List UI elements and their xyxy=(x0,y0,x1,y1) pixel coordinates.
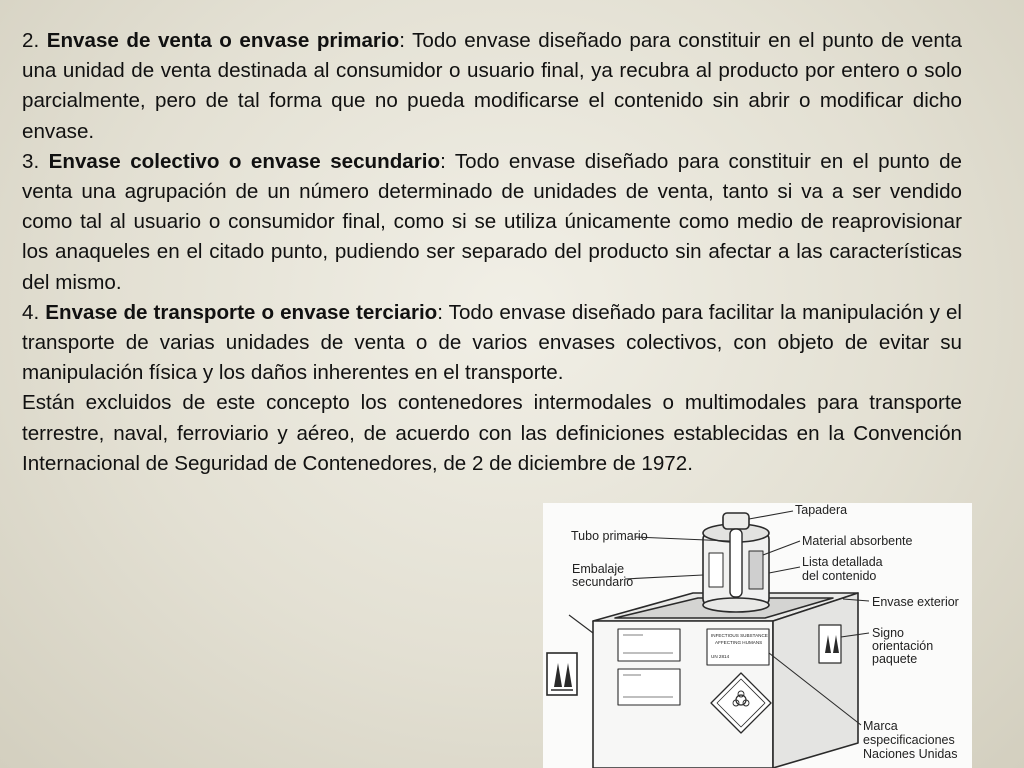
leader-tapadera xyxy=(749,511,793,519)
packaging-diagram xyxy=(543,503,972,768)
leader-embalaje xyxy=(625,575,703,579)
consignee-label xyxy=(618,669,680,705)
item-number: 3. xyxy=(22,149,40,173)
paragraph-exclusiones xyxy=(22,388,962,479)
paragraph-envase-primario xyxy=(22,26,962,147)
term-envase-primario: Envase de venta o envase primario xyxy=(46,29,400,52)
outer-box-side xyxy=(773,593,858,768)
term-envase-secundario: Envase colectivo o envase secundario xyxy=(48,149,441,173)
label-material-absorbente: Material absorbente xyxy=(802,534,913,548)
label-tubo-primario: Tubo primario xyxy=(571,529,648,543)
definition-envase-secundario: : Todo envase diseñado para constituir en el punto de venta una agrupación de un número determinado de unidades de venta, tanto si va a ser vendido como tal al usuario o consumidor final, como si se utiliza únicamente como medio de reaprovisionar los anaqueles en el citado punto, pudiendo ser separado del producto sin afectar a las características del mismo. xyxy=(22,149,962,294)
label-marca-line2: especificaciones xyxy=(863,733,955,747)
term-envase-terciario: Envase de transporte o envase terciario xyxy=(45,300,438,324)
paragraph-envase-secundario xyxy=(22,147,962,298)
label-envase-exterior: Envase exterior xyxy=(872,595,959,609)
definition-envase-primario: : Todo envase diseñado para constituir en el punto de venta una unidad de venta destinada al consumidor o usuario final, ya recubra al producto por entero o solo parcialmente, pero de tal forma que no pueda modificarse el contenido sin abrir o modificar dicho envase. xyxy=(22,29,962,143)
left-orientation-sign xyxy=(547,653,577,695)
label-embalaje-line1: Embalaje xyxy=(572,562,625,576)
label-signo-line2: orientación xyxy=(872,639,934,653)
label-marca-line1: Marca xyxy=(863,719,898,733)
label-lista-line1: Lista detallada xyxy=(802,555,883,569)
label-signo-line3: paquete xyxy=(872,652,918,666)
primary-tube xyxy=(730,529,742,597)
definition-envase-terciario: : Todo envase diseñado para facilitar la manipulación y el transporte de varias unidades de venta o de varios envases colectivos, con objeto de evitar su manipulación física y los daños inherentes en el transporte. xyxy=(22,300,962,385)
label-tapadera: Tapadera xyxy=(795,503,848,517)
slide-body-text xyxy=(22,26,962,479)
exclusion-text: Están excluidos de este concepto los contenedores intermodales o multimodales para transporte terrestre, naval, ferroviario y aéreo, de acuerdo con las definiciones establecidas en la Convención Internacional de Seguridad de Contenedores, de 2 de diciembre de 1972. xyxy=(22,391,962,475)
lid-handle xyxy=(723,513,749,529)
paragraph-envase-terciario xyxy=(22,298,962,389)
item-number: 4. xyxy=(22,300,40,324)
side-orientation-arrows xyxy=(819,625,841,663)
label-marca-line3: Naciones Unidas xyxy=(863,747,958,761)
absorbent-material xyxy=(749,551,763,589)
label-lista-line2: del contenido xyxy=(802,569,877,583)
leader-left-corner xyxy=(569,615,593,633)
label-embalaje-line2: secundario xyxy=(572,575,634,589)
label-signo-line1: Signo xyxy=(872,626,904,640)
shipper-label xyxy=(618,629,680,661)
box-label-line1: INFECTIOUS SUBSTANCE xyxy=(711,633,768,638)
leader-lista xyxy=(769,567,800,573)
item-number: 2. xyxy=(22,29,40,52)
box-label-line3: UN 2814 xyxy=(711,654,730,659)
contents-list-sheet xyxy=(709,553,723,587)
box-label-line2: AFFECTING HUMANS xyxy=(715,640,763,645)
